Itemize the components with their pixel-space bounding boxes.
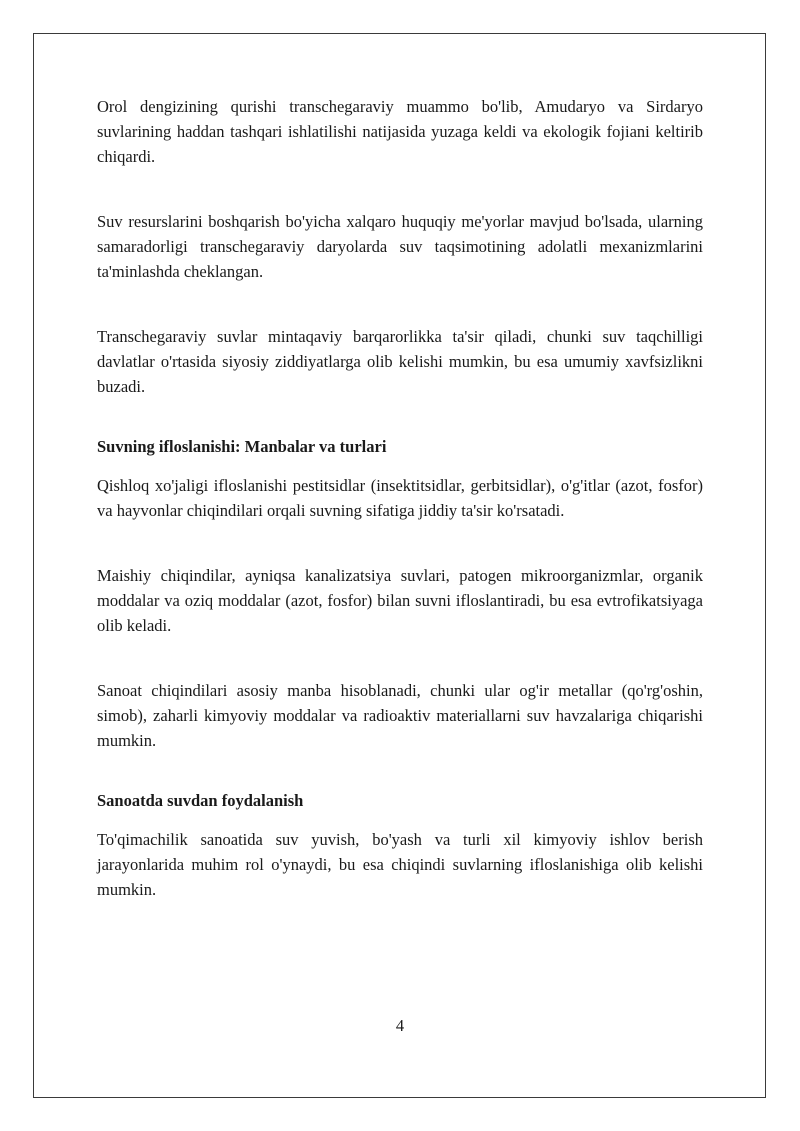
paragraph-household-waste: Maishiy chiqindilar, ayniqsa kanalizatsiya suvlari, patogen mikroorganizmlar, organik moddalar va oziq moddalar (azot, fosfor) bilan suvni ifloslantiradi, bu esa evtrofikatsiyaga olib keladi. <box>97 566 703 635</box>
section-heading-industry-water: Sanoatda suvdan foydalanish <box>97 791 304 810</box>
section-heading-pollution: Suvning ifloslanishi: Manbalar va turlari <box>97 437 387 456</box>
paragraph-industrial-waste: Sanoat chiqindilari asosiy manba hisoblanadi, chunki ular og'ir metallar (qo'rg'oshin, simob), zaharli kimyoviy moddalar va radioaktiv materiallarni suv havzalariga chiqarishi mumkin. <box>97 681 703 750</box>
paragraph-regional-stability: Transchegaraviy suvlar mintaqaviy barqarorlikka ta'sir qiladi, chunki suv taqchilligi davlatlar o'rtasida siyosiy ziddiyatlarga olib kelishi mumkin, bu esa umumiy xavfsizlikni buzadi. <box>97 327 703 396</box>
paragraph-textile-industry: To'qimachilik sanoatida suv yuvish, bo'yash va turli xil kimyoviy ishlov berish jarayonlarida muhim rol o'ynaydi, bu esa chiqindi suvlarning ifloslanishiga olib kelishi mumkin. <box>97 830 703 899</box>
paragraph-aral-sea: Orol dengizining qurishi transchegaraviy muammo bo'lib, Amudaryo va Sirdaryo suvlarining haddan tashqari ishlatilishi natijasida yuzaga keldi va ekologik fojiani keltirib chiqardi. <box>97 97 703 166</box>
paragraph-agricultural-pollution: Qishloq xo'jaligi ifloslanishi pestitsidlar (insektitsidlar, gerbitsidlar), o'g'itlar (azot, fosfor) va hayvonlar chiqindilari orqali suvning sifatiga jiddiy ta'sir ko'rsatadi. <box>97 476 703 520</box>
paragraph-water-law: Suv resurslarini boshqarish bo'yicha xalqaro huquqiy me'yorlar mavjud bo'lsada, ularning samaradorligi transchegaraviy daryolarda suv taqsimotining adolatli mexanizmlarini ta'minlashda cheklangan. <box>97 212 703 281</box>
page-number: 4 <box>395 1016 405 1035</box>
document-body <box>97 94 703 902</box>
